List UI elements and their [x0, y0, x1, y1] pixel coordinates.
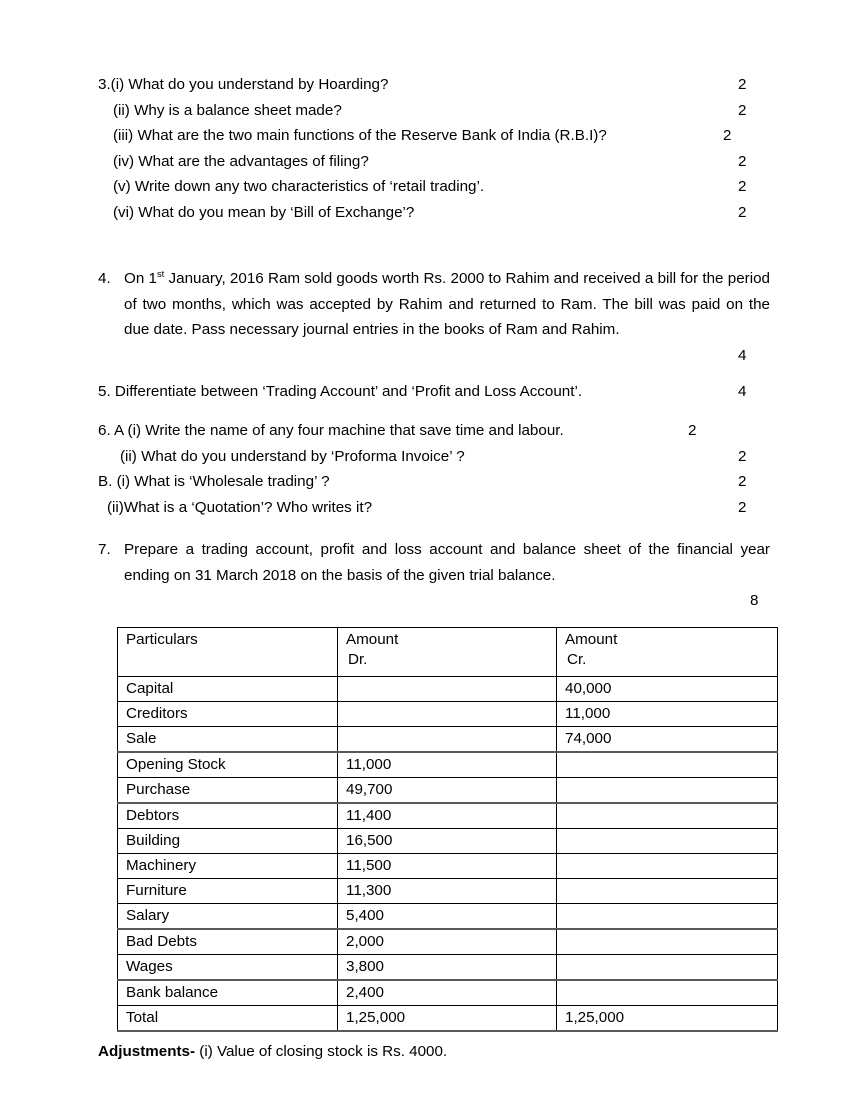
question-3-item	[98, 174, 778, 200]
header-amount-dr	[338, 628, 557, 677]
question-3-item-text: (iii) What are the two main functions of the Reserve Bank of India (R.B.I)?	[113, 127, 607, 144]
adjustments-line	[98, 1041, 447, 1063]
question-3-item-text: (v) Write down any two characteristics of ‘retail trading’.	[113, 178, 485, 195]
cell-amount-cr	[557, 803, 778, 829]
question-4-text-post: January, 2016 Ram sold goods worth Rs. 2000 to Rahim and received a bill for the period of two months, which was accepted by Rahim and returned to Ram. The bill was paid on the due date. Pass necessary journal entries in the books of Ram and Rahim.	[124, 270, 770, 338]
table-row	[118, 929, 778, 955]
table-row	[118, 829, 778, 854]
question-7-block	[98, 537, 770, 609]
cell-particulars: Building	[118, 829, 338, 854]
question-4-ordinal-suffix: st	[156, 267, 165, 279]
question-4-block	[98, 266, 770, 364]
cell-amount-dr: 3,800	[338, 955, 557, 981]
cell-amount-cr	[557, 829, 778, 854]
cell-amount-cr	[557, 904, 778, 930]
cell-amount-dr	[338, 727, 557, 753]
cell-particulars: Debtors	[118, 803, 338, 829]
cell-amount-cr: 1,25,000	[557, 1006, 778, 1032]
cell-amount-dr: 11,400	[338, 803, 557, 829]
question-3-item-text: (iv) What are the advantages of filing?	[113, 152, 369, 170]
question-3-item-marks: 2	[738, 152, 747, 170]
header-amount-cr	[557, 628, 778, 677]
question-6-block	[98, 418, 778, 520]
adjustments-label: Adjustments-	[98, 1043, 196, 1060]
cell-amount-cr: 40,000	[557, 677, 778, 702]
cell-amount-dr: 2,400	[338, 980, 557, 1006]
question-6-item	[98, 495, 778, 521]
question-6-item-text: (ii)What is a ‘Quotation’? Who writes it?	[107, 498, 373, 516]
question-6-item	[98, 444, 778, 470]
cell-amount-dr: 1,25,000	[338, 1006, 557, 1032]
cell-particulars: Purchase	[118, 778, 338, 804]
cell-amount-cr	[557, 752, 778, 778]
table-row	[118, 727, 778, 753]
cell-amount-cr	[557, 929, 778, 955]
cell-particulars: Capital	[118, 677, 338, 702]
cell-amount-dr: 11,500	[338, 854, 557, 879]
question-3-block	[98, 72, 778, 225]
table-row	[118, 752, 778, 778]
cell-amount-cr	[557, 955, 778, 981]
question-7-text: Prepare a trading account, profit and loss account and balance sheet of the financial year ending on 31 March 2018 on the basis of the given trial balance.	[124, 541, 770, 584]
table-row	[118, 955, 778, 981]
question-6-item-text: 6. A (i) Write the name of any four machine that save time and labour.	[98, 422, 564, 439]
question-3-item	[98, 123, 778, 149]
cell-amount-dr: 11,300	[338, 879, 557, 904]
cell-particulars: Bank balance	[118, 980, 338, 1006]
question-6-item	[98, 418, 778, 444]
cell-particulars: Opening Stock	[118, 752, 338, 778]
cell-amount-dr: 2,000	[338, 929, 557, 955]
cell-particulars: Sale	[118, 727, 338, 753]
question-7-marks: 8	[750, 592, 759, 609]
question-3-item-marks: 2	[738, 178, 747, 195]
cell-particulars: Machinery	[118, 854, 338, 879]
cell-amount-dr: 49,700	[338, 778, 557, 804]
cell-amount-cr	[557, 980, 778, 1006]
table-row	[118, 879, 778, 904]
question-4-marks: 4	[738, 346, 747, 364]
header-amount-dr-line1: Amount	[346, 631, 399, 648]
trial-balance-table	[117, 627, 778, 1032]
table-row	[118, 854, 778, 879]
question-6-item-marks: 2	[738, 473, 747, 490]
cell-amount-cr	[557, 879, 778, 904]
question-3-item-text: 3.(i) What do you understand by Hoarding?	[98, 76, 389, 93]
question-6-item	[98, 469, 778, 495]
question-3-item-marks: 2	[738, 101, 747, 119]
question-3-item-marks: 2	[738, 76, 747, 93]
question-6-item-text: B. (i) What is ‘Wholesale trading’ ?	[98, 473, 330, 490]
question-3-item	[98, 72, 778, 98]
cell-amount-dr: 16,500	[338, 829, 557, 854]
question-6-item-marks: 2	[688, 422, 697, 439]
table-row	[118, 980, 778, 1006]
cell-amount-dr: 5,400	[338, 904, 557, 930]
header-amount-cr-line1: Amount	[565, 631, 618, 648]
cell-particulars: Creditors	[118, 702, 338, 727]
cell-amount-cr: 74,000	[557, 727, 778, 753]
question-6-item-marks: 2	[738, 498, 747, 516]
header-amount-cr-line2: Cr.	[567, 651, 587, 668]
cell-amount-dr	[338, 677, 557, 702]
cell-amount-dr: 11,000	[338, 752, 557, 778]
table-row	[118, 1006, 778, 1032]
question-3-item	[98, 98, 778, 124]
cell-amount-cr: 11,000	[557, 702, 778, 727]
cell-particulars: Wages	[118, 955, 338, 981]
question-3-item-marks: 2	[723, 127, 732, 144]
table-row	[118, 904, 778, 930]
question-5-marks: 4	[738, 383, 747, 400]
adjustments-text: (i) Value of closing stock is Rs. 4000.	[195, 1043, 448, 1060]
question-3-item-marks: 2	[738, 203, 747, 221]
question-3-item-text: (ii) Why is a balance sheet made?	[113, 101, 342, 119]
question-3-item	[98, 149, 778, 175]
question-3-item-text: (vi) What do you mean by ‘Bill of Exchange’?	[113, 203, 415, 221]
question-5-block	[98, 379, 778, 405]
question-7-number: 7.	[98, 541, 111, 558]
question-6-item-marks: 2	[738, 447, 747, 465]
table-header-row	[118, 628, 778, 677]
table-row	[118, 702, 778, 727]
cell-particulars: Furniture	[118, 879, 338, 904]
cell-particulars: Total	[118, 1006, 338, 1032]
cell-amount-cr	[557, 778, 778, 804]
question-5-text: 5. Differentiate between ‘Trading Account’ and ‘Profit and Loss Account’.	[98, 383, 583, 400]
table-row	[118, 778, 778, 804]
cell-amount-cr	[557, 854, 778, 879]
cell-particulars: Bad Debts	[118, 929, 338, 955]
question-4-text-pre: On 1	[124, 270, 157, 287]
question-4-number: 4.	[98, 270, 111, 287]
table-row	[118, 677, 778, 702]
cell-particulars: Salary	[118, 904, 338, 930]
table-row	[118, 803, 778, 829]
trial-balance-body	[118, 628, 778, 1032]
header-amount-dr-line2: Dr.	[348, 651, 368, 668]
question-6-item-text: (ii) What do you understand by ‘Proforma Invoice’ ?	[120, 447, 465, 465]
cell-amount-dr	[338, 702, 557, 727]
question-4-text	[98, 266, 770, 343]
question-3-item	[98, 200, 778, 226]
header-particulars: Particulars	[118, 628, 338, 677]
